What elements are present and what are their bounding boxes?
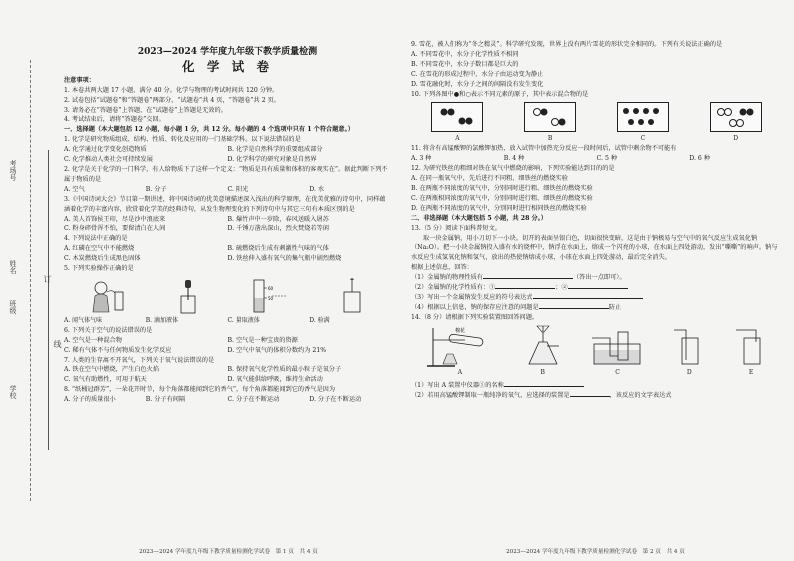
section-2-heading: 二、非选择题（本大题包括 5 小题，共 28 分。） (411, 214, 547, 222)
q5-stem: 5. 下列实验操作正确的是 (64, 265, 134, 273)
dropper-figure-icon (173, 278, 203, 314)
q14-sub1: （1）写出 A 装置中仪器①的名称 (411, 381, 504, 389)
label-kaochang: 考场号 (9, 160, 17, 181)
q2-a: A. 空气 (64, 185, 85, 193)
q9-c: C. 在雪花的形成过程中，水分子由运动变为静止 (411, 70, 544, 78)
graduated-cylinder-figure-icon (248, 278, 288, 314)
notes-heading: 注意事项： (64, 76, 95, 84)
q13-sub2-mid: ；② (555, 284, 568, 292)
q7-c: C. 氧气有助燃性，可用于航天 (64, 376, 147, 384)
q9-stem: 9. 雪花，被人们称为“冬之精灵”。科学研究发现，世界上没有两片雪花的形状完全相同的。下列有关说法正确的是 (411, 41, 723, 48)
label-banji: 班级 (9, 300, 17, 314)
q14-sub2: （2）若用高锰酸钾制取一瓶纯净的氧气，应选择的装置是 (411, 391, 570, 399)
q1-c: C. 化学推动人类社会可持续发展 (64, 156, 153, 164)
label-xingming: 姓名 (9, 260, 17, 274)
q2-d: D. 水 (309, 185, 325, 193)
note-3: 3. 请务必在“答题卷”上答题，在“试题卷”上答题是无效的。 (64, 106, 227, 114)
q11-c: C. 5 种 (596, 155, 618, 163)
q10-label-d: D (733, 135, 739, 143)
q7-stem: 7. 人类的生存离不开氧气，下列关于氧气说法错误的是 (64, 356, 215, 364)
q14-apparatus (411, 326, 782, 378)
q12-a: A. 在同一瓶氧气中，先后进行不同粗、细铁丝的燃烧实验 (411, 175, 568, 183)
q2-stem: 2. 化学是关于化学的一门科学，有人给物质下了这样一个定义：“物质是具有质量和体积的客观实在”。据此判断下列不属于物质的是 (64, 165, 388, 183)
q12-c: C. 在两瓶相同浓度的氧气中，分别同时进行粗、细铁丝的燃烧实验 (411, 194, 593, 202)
q3-b: B. 爆竹声中一岁除，春风送暖入屠苏 (227, 215, 329, 223)
apparatus-d (672, 324, 706, 378)
apparatus-c-icon (590, 324, 644, 368)
q11-d: D. 6 种 (689, 155, 711, 163)
q14-sub2-row (411, 391, 782, 401)
q13-sub3-row (411, 293, 782, 303)
q10-box-a (431, 102, 483, 132)
q10-box-d (710, 102, 762, 132)
q11-a: A. 3 种 (411, 155, 432, 163)
note-4: 4. 考试结束后，请将“答题卷”交回。 (64, 116, 165, 124)
q13-sub3: （3）写出一个金属钠发生反应的符号表达式 (411, 293, 533, 301)
section-1-heading: 一、选择题（本大题包括 12 小题，每小题 1 分，共 12 分。每小题的 4 个选项中只有 1 个符合题意。） (64, 126, 354, 134)
q13-sub4-tail: 防止 (608, 303, 622, 311)
q10-diagrams (411, 102, 782, 132)
apparatus-b (523, 324, 563, 378)
q13-sub2-blank-1[interactable] (495, 288, 555, 289)
q8-b: B. 分子有间隔 (145, 396, 186, 404)
q9-a: A. 不同雪花中，水分子化学性质不相同 (411, 50, 519, 58)
exam-subtitle: 化 学 试 卷 (181, 58, 274, 74)
q13-stem: 13.（5 分）阅读下面科普短文。 (411, 224, 501, 232)
q3-c: C. 粉身碎骨浑不怕，要留清白在人间 (64, 225, 166, 233)
q2-c: C. 阳光 (227, 185, 249, 193)
label-ding: 订 (43, 275, 52, 283)
q10-box-b (524, 102, 576, 132)
cotton-label: 棉花 (454, 327, 465, 334)
apparatus-b-label: B (540, 368, 545, 376)
q14-sub1-blank[interactable] (504, 386, 584, 387)
q10-label-a: A (455, 135, 460, 143)
q7-a: A. 铁在空气中燃烧，产生白色火焰 (64, 366, 160, 374)
q3-stem: 3.《中国诗词大会》节目第一期讲述，将中国诗词的优美意境描述深入浅出的科学原理，在优美优雅的诗句中，同样蕴涵着化学的丰富内容，欣赏着化学美的经典诗句，从发生物理变化的下列诗句中与其它三句有本质区别的是 (64, 195, 386, 213)
label-xuexiao: 学校 (9, 385, 17, 399)
note-1: 1. 本卷共两大题 17 小题，满分 40 分。化学与物理的考试时间共 120 分钟。 (64, 86, 279, 94)
q12-stem: 12. 为研究铁丝的粗细对铁在氧气中燃烧的影响，下列实验能达到目的的是 (411, 165, 615, 173)
q13-paragraph: 取一块金属钠，用小刀切下一小块。切开的表面呈银白色，切面很快变暗，这是由于钠极易与空气中的氧气反应生成氧化钠（Na₂O）。把一小块金属钠投入盛有水的烧杯中，钠浮在水面上，熔成一个闪亮的小球，在水面上四处游动，发出“嘶嘶”的响声。钠与水反应生成氢氧化钠和氢气，放出的热使钠熔成小球，小球在水面上四处游动，最后完全消失。 (411, 234, 778, 262)
q8-c: C. 分子在不断运动 (227, 396, 280, 404)
q14-stem: 14.（8 分）请根据下列实验装置图回答问题。 (411, 313, 539, 321)
apparatus-e (734, 324, 768, 378)
apparatus-c-label: C (615, 368, 620, 376)
q11-b: B. 4 种 (503, 155, 525, 163)
q13-sub3-blank[interactable] (533, 298, 643, 299)
q2-b: B. 分子 (145, 185, 167, 193)
q6-b: B. 空气是一种宝贵的资源 (227, 336, 298, 344)
gas-test-figure-icon (334, 278, 368, 314)
q13-sub2: （2）金属钠的化学性质有：① (411, 284, 496, 292)
q13-ask: 根据上述信息，回答： (411, 264, 473, 272)
q13-sub1: （1）金属钠的物理性质有 (411, 274, 483, 282)
binding-dashed-line (30, 60, 31, 501)
q6-a: A. 空气是一种混合物 (64, 336, 122, 344)
q12-b: B. 在两瓶不同浓度的氧气中，分别同时进行粗、细铁丝的燃烧实验 (411, 184, 593, 192)
q3-a: A. 美人首饰侯王印，尽是沙中浪底来 (64, 215, 166, 223)
q5-b: B. 滴加液体 (145, 316, 178, 324)
q4-b: B. 硫燃烧后生成有刺激性气味的气体 (227, 245, 329, 253)
left-content (64, 48, 391, 405)
q7-d: D. 氧气能供给呼吸，维持生命活动 (227, 376, 323, 384)
q8-a: A. 分子的质量很小 (64, 396, 116, 404)
q1-b: B. 化学是自然科学的重要组成部分 (227, 146, 323, 154)
q14-sub2-blank[interactable] (570, 396, 610, 397)
q6-stem: 6. 下列关于空气的说法错误的是 (64, 326, 153, 334)
apparatus-e-icon (734, 324, 768, 368)
right-content (411, 40, 782, 400)
q10-box-c (617, 102, 669, 132)
q4-d: D. 铁丝伸入盛有氧气的集气瓶中剧烈燃烧 (227, 255, 342, 263)
exam-title: 2023—2024 学年度九年级下教学质量检测 (137, 47, 318, 57)
q5-c: C. 量取液体 (227, 316, 260, 324)
label-xian: 线 (53, 340, 62, 348)
q1-a: A. 化学通过化学变化创造物质 (64, 146, 147, 154)
apparatus-a-icon (425, 324, 495, 368)
apparatus-a (425, 324, 495, 378)
right-footer: 2023—2024 学年度九年级下教学质量检测化学试卷 第 2 页 共 4 页 (506, 549, 685, 555)
left-footer: 2023—2024 学年度九年级下教学质量检测化学试卷 第 1 页 共 4 页 (139, 549, 318, 555)
q9-b: B. 不同雪花中，水分子数目都是巨大的 (411, 60, 519, 68)
binding-margin (0, 0, 60, 561)
q5-a: A. 闻气体气味 (64, 316, 103, 324)
q7-b: B. 保持氧气化学性质的最小粒子是氧分子 (227, 366, 342, 374)
q12-d: D. 在两瓶不同浓度的氧气中，分别同时进行相同铁丝的燃烧实验 (411, 204, 587, 212)
q13-sub2-row (411, 283, 782, 293)
apparatus-e-label: E (748, 368, 754, 376)
apparatus-a-label: A (457, 368, 463, 376)
note-2: 2. 试卷包括“试题卷”和“答题卷”两部分，“试题卷”共 4 页，“答题卷”共 2 页。 (64, 96, 280, 104)
q4-c: C. 木炭燃烧后生成黑色固体 (64, 255, 141, 263)
q13-sub4-blank[interactable] (539, 308, 609, 309)
q13-sub4: （4）根据以上信息，钠的保存应注意的问题是 (411, 303, 539, 311)
svg-text:60: 60 (268, 285, 274, 291)
smell-gas-figure-icon (87, 278, 127, 314)
binding-bar (48, 150, 49, 450)
q13-sub2-blank-2[interactable] (568, 288, 628, 289)
right-page (397, 0, 794, 561)
q6-d: D. 空气中氧气的体积分数约为 21% (227, 346, 327, 354)
q10-label-b: B (547, 135, 553, 143)
q1-d: D. 化学科学的研究对象是自然界 (227, 156, 317, 164)
q13-sub1-blank[interactable] (483, 278, 573, 279)
q11-stem: 11. 将含有高锰酸钾的氯酸钾加热，放入试管中加热充分反应一段时间后，试管中剩余物不可能有 (411, 145, 677, 153)
q13-sub1-row (411, 273, 782, 283)
q8-stem: 8. “纸桶冠群芳”，一朵花开时节，每个角落都能闻到它的香气”，每个角落都能闻到它的香气是因为 (64, 386, 336, 394)
q5-figures (64, 276, 391, 314)
q9-d: D. 雪花融化时，水分子之间的间隔没有发生变化 (411, 80, 544, 88)
q3-d: D. 千锤万凿出深山，烈火焚烧若等闲 (227, 225, 329, 233)
q10-stem: 10. 下列各图中●和○表示不同元素的原子，其中表示混合物的是 (411, 90, 589, 98)
apparatus-d-icon (672, 324, 706, 368)
apparatus-b-icon (523, 324, 563, 368)
q4-stem: 4. 下列说法中正确的是 (64, 235, 128, 243)
q5-d: D. 验满 (309, 316, 330, 324)
apparatus-c (590, 324, 644, 378)
q14-sub2-tail: ，该反应的文字表达式 (609, 391, 672, 399)
q6-c: C. 稀有气体不与任何物质发生化学反应 (64, 346, 172, 354)
q10-label-c: C (640, 135, 646, 143)
q13-sub1-tail: （答出一点即可）。 (573, 274, 626, 282)
q14-sub1-row (411, 381, 782, 391)
q13-sub4-row (411, 303, 782, 313)
q1-stem: 1. 化学是研究物质组成、结构、性质、转化及应用的一门基础学科。以下说法错误的是 (64, 136, 301, 144)
apparatus-d-label: D (686, 368, 692, 376)
q4-a: A. 红磷在空气中不能燃烧 (64, 245, 135, 253)
svg-text:50: 50 (268, 295, 274, 301)
q8-d: D. 分子在不断运动 (309, 396, 362, 404)
